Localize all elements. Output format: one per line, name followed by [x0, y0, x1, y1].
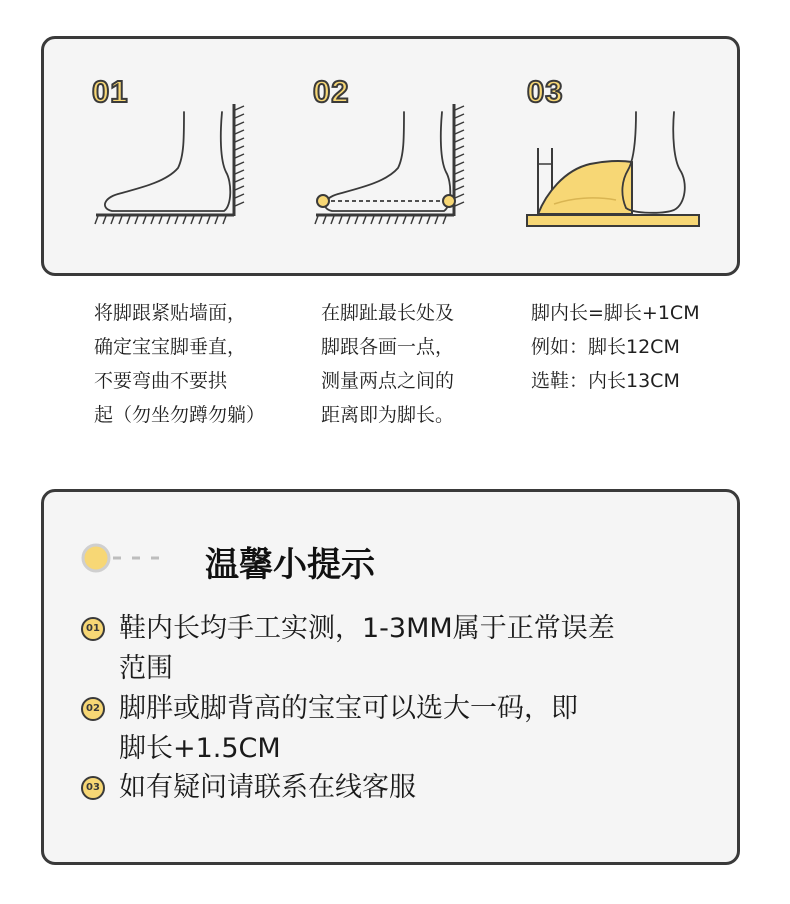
tip-line: 范围 — [119, 653, 173, 684]
caption-line: 不要弯曲不要拱 — [94, 370, 228, 392]
step-1-number: 01 — [92, 74, 129, 109]
caption-line: 起（勿坐勿蹲勿躺） — [94, 404, 266, 426]
caption-line: 在脚趾最长处及 — [321, 302, 455, 324]
foot-measure-icon — [312, 98, 472, 230]
tip-line: 鞋内长均手工实测，1-3MM属于正常误差 — [119, 613, 615, 644]
step-3-number: 03 — [527, 74, 564, 109]
caption-line: 脚内长=脚长+1CM — [531, 302, 700, 324]
caption-line: 例如：脚长12CM — [531, 336, 680, 358]
caption-line: 测量两点之间的 — [321, 370, 455, 392]
step-1-caption — [94, 296, 265, 432]
tip-badge: 02 — [81, 697, 105, 721]
caption-line: 选鞋：内长13CM — [531, 370, 680, 392]
shoe-measure-icon — [524, 98, 704, 230]
caption-line: 脚跟各画一点， — [321, 336, 455, 358]
caption-line: 距离即为脚长。 — [321, 404, 455, 426]
step-2-number: 02 — [313, 74, 350, 109]
step-3-caption — [531, 296, 700, 398]
caption-line: 将脚跟紧贴墙面， — [94, 302, 247, 324]
bullet-dot-icon — [80, 542, 180, 574]
tip-line: 如有疑问请联系在线客服 — [119, 772, 416, 803]
tip-line: 脚长+1.5CM — [119, 733, 281, 764]
foot-wall-icon — [92, 98, 252, 230]
tips-title: 温馨小提示 — [205, 545, 375, 585]
caption-line: 确定宝宝脚垂直， — [94, 336, 247, 358]
tip-badge: 03 — [81, 776, 105, 800]
tip-badge: 01 — [81, 617, 105, 641]
step-2-caption — [321, 296, 454, 432]
tip-line: 脚胖或脚背高的宝宝可以选大一码，即 — [119, 693, 578, 724]
